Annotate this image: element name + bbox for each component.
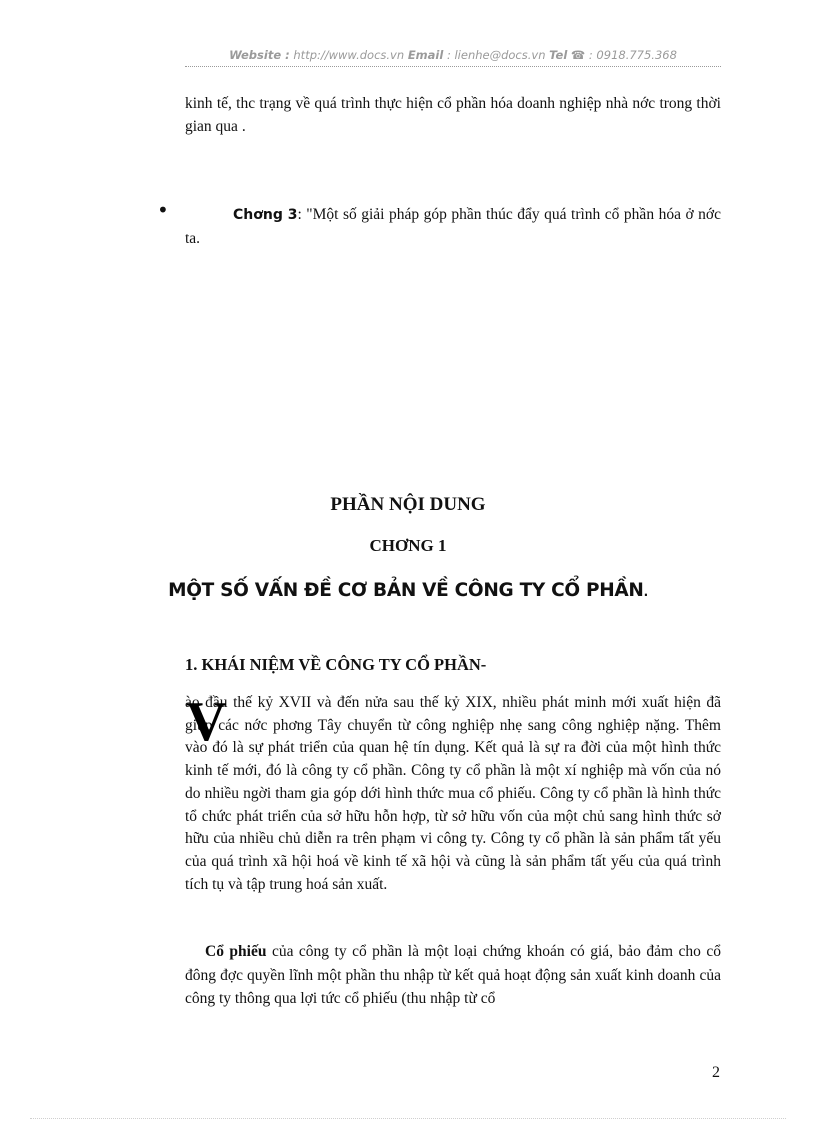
website-value: http://www.docs.vn xyxy=(289,48,408,62)
email-value: : lienhe@docs.vn xyxy=(443,48,550,62)
bullet-icon: • xyxy=(157,198,169,222)
chapter-3-text: : "Một số giải pháp góp phần thúc đẩy quá trình cổ phần hóa ở nớc ta. xyxy=(185,206,721,247)
dropcap-letter: V xyxy=(186,691,227,753)
paragraph-1: ào đầu thế kỷ XVII và đến nửa sau thế kỷ XIX, nhiều phát minh mới xuất hiện đã giúp các nớc phơng Tây chuyển từ công nghiệp nhẹ sang công nghiệp nặng. Thêm vào đó là sự phát triển của quan hệ tín dụng. Kết quả là sự ra đời của một hình thức kinh tế mới, đó là công ty cổ phần. Công ty cổ phần là một xí nghiệp mà vốn của nó do nhiều ngời tham gia góp dới hình thức mua cổ phiếu. Công ty cổ phần là hình thức tổ chức phát triển của sở hữu hỗn hợp, từ sở hữu vốn của một chủ sang hình thức sở hữu của nhiều chủ diễn ra trên phạm vi công ty. Công ty cổ phần là sản phẩm tất yếu của quá trình xã hội hoá về kinh tế xã hội và cũng là sản phẩm tất yếu của quá trình tích tụ và tập trung hoá sản xuất. xyxy=(185,694,721,893)
header-divider xyxy=(185,66,721,67)
website-label: Website : xyxy=(229,48,290,62)
page-header xyxy=(185,48,721,62)
chapter-number: CHƠNG 1 xyxy=(369,536,447,555)
page-number: 2 xyxy=(712,1064,720,1081)
paragraph-2-text: của công ty cổ phần là một loại chứng khoán có giá, bảo đảm cho cổ đông đợc quyền lĩnh một phần thu nhập từ kết quả hoạt động sản xuất kinh doanh của công ty thông qua lợi tức cổ phiếu (thu nhập từ cổ xyxy=(185,943,721,1007)
bullet-chapter-3 xyxy=(185,203,721,251)
chapter-title xyxy=(0,580,816,601)
intro-paragraph: kinh tế, thc trạng về quá trình thực hiện cổ phần hóa doanh nghiệp nhà nớc trong thời gian qua . xyxy=(185,95,721,135)
tel-value: : 0918.775.368 xyxy=(585,48,677,62)
section-title: 1. KHÁI NIỆM VỀ CÔNG TY CỔ PHẦN- xyxy=(185,655,487,674)
paragraph-2 xyxy=(185,940,721,1011)
chapter-title-suffix: . xyxy=(643,585,648,599)
email-label: Email xyxy=(407,48,444,62)
phone-icon: ☎ xyxy=(570,48,586,62)
chapter-3-label: Chơng 3 xyxy=(233,207,298,223)
tel-label: Tel xyxy=(549,48,568,62)
term-co-phieu: Cổ phiếu xyxy=(205,943,267,960)
chapter-title-text: MỘT SỐ VẤN ĐỀ CƠ BẢN VỀ CÔNG TY CỔ PHẦN xyxy=(168,580,644,601)
part-title: PHẦN NỘI DUNG xyxy=(330,494,486,515)
footer-divider xyxy=(30,1118,786,1119)
